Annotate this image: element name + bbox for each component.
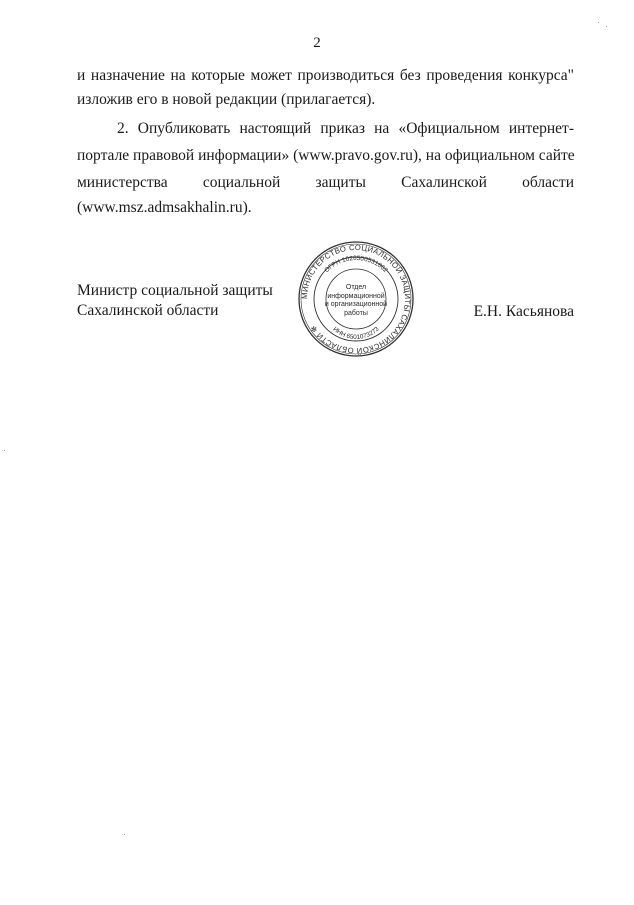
paragraph2-line2: портале правовой информации» (www.pravo.gov.ru), на официальном сайте [77,147,575,164]
seal-center-text [321,284,391,318]
signer-title-line1: Министр социальной защиты [77,282,273,299]
paragraph2-line3: министерства социальной защиты Сахалинской области [77,174,574,191]
signer-title [77,281,273,321]
svg-text:ИНН 6501073273 [331,326,380,342]
seal-ogrn-text: ОГРН 1026500531862 [323,254,389,275]
page-number: 2 [313,35,321,51]
seal-center-line1: Отдел [345,284,367,291]
paragraph1-line1: и назначение на которые может производиться без проведения конкурса" [77,67,574,84]
scan-speck [124,834,125,835]
seal-outer-text: МИНИСТЕРСТВО СОЦИАЛЬНОЙ ЗАЩИТЫ САХАЛИНСКОЙ ОБЛАСТИ ✻ [299,242,413,356]
seal-inn-text: ИНН 6501073273 [331,325,381,342]
scan-speck [598,22,599,23]
scan-speck [4,450,5,451]
signer-name: Е.Н. Касьянова [473,303,574,320]
seal-center-line4: работы [344,309,368,317]
seal-center-line2: информационной [327,292,385,300]
signer-title-line2: Сахалинской области [77,302,219,319]
paragraph2-line4: (www.msz.admsakhalin.ru). [77,199,252,216]
scan-speck [606,26,607,27]
seal-center-line3: и организационной [324,301,388,308]
paragraph2-line1: 2. Опубликовать настоящий приказ на «Официальном интернет- [117,120,574,137]
paragraph1-line2: изложив его в новой редакции (прилагается). [77,91,376,108]
official-seal [297,240,415,358]
